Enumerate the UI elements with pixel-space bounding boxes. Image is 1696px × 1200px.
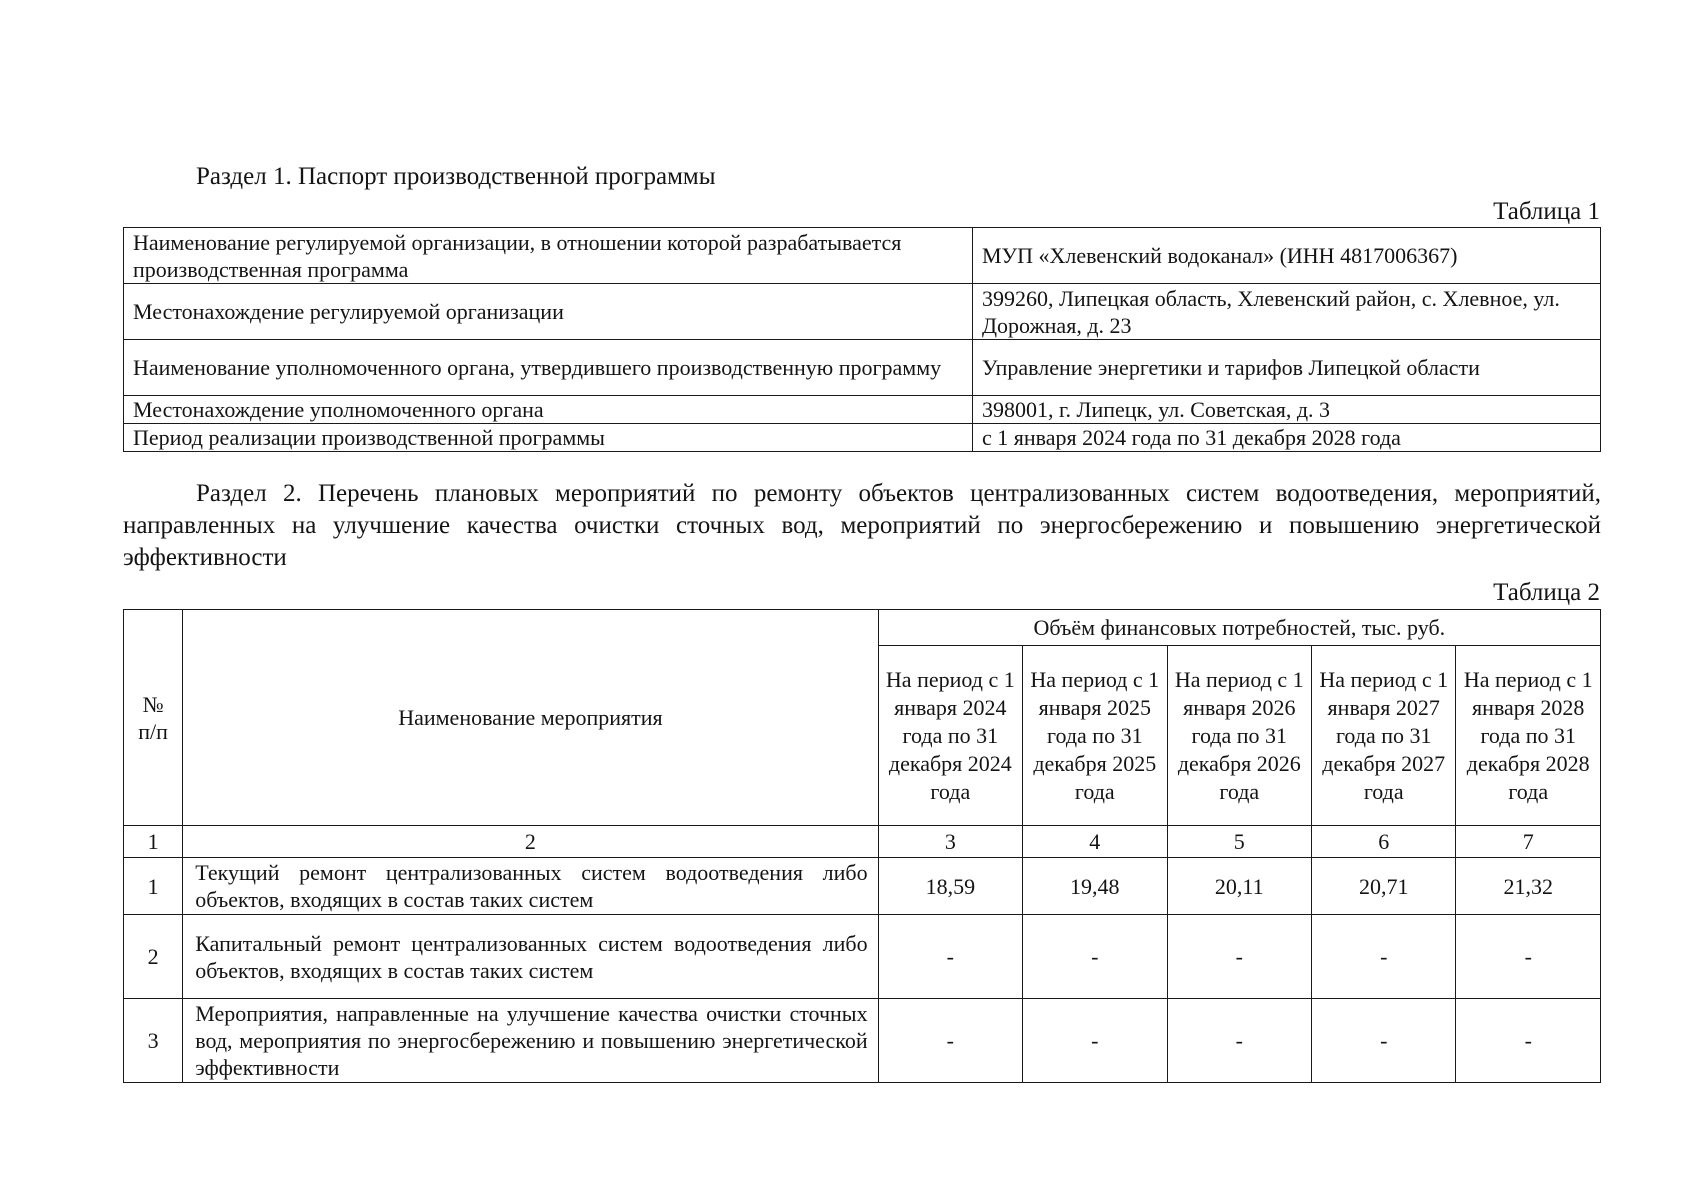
value-cell: -: [1023, 915, 1167, 999]
value-cell: -: [878, 999, 1022, 1083]
value-cell: 20,71: [1312, 858, 1456, 915]
column-number: 4: [1023, 826, 1167, 858]
column-number: 6: [1312, 826, 1456, 858]
header-period: На период с 1 января 2026 года по 31 декабря 2026 года: [1167, 646, 1311, 826]
value-cell: -: [1456, 915, 1601, 999]
table-row: [124, 999, 1601, 1083]
table-row: [124, 284, 1601, 340]
section2-title: Раздел 2. Перечень плановых мероприятий по ремонту объектов централизованных систем водоотведения, мероприятий, направленных на улучшение качества очистки сточных вод, мероприятий по энергосбережению и повышению энергетической эффективности: [123, 480, 1601, 571]
row-num: 1: [124, 858, 183, 915]
value-cell: -: [1312, 999, 1456, 1083]
measure-name: Мероприятия, направленные на улучшение качества очистки сточных вод, мероприятия по энергосбережению и повышению энергетической эффективности: [183, 999, 878, 1083]
measure-name: Капитальный ремонт централизованных систем водоотведения либо объектов, входящих в состав таких систем: [183, 915, 878, 999]
row-num: 2: [124, 915, 183, 999]
value-cell: -: [1312, 915, 1456, 999]
header-period: На период с 1 января 2025 года по 31 декабря 2025 года: [1023, 646, 1167, 826]
column-number: 7: [1456, 826, 1601, 858]
row-num: 3: [124, 999, 183, 1083]
table-row: [124, 858, 1601, 915]
measure-name: Текущий ремонт централизованных систем водоотведения либо объектов, входящих в состав таких систем: [183, 858, 878, 915]
value-cell: -: [878, 915, 1022, 999]
header-period: На период с 1 января 2027 года по 31 декабря 2027 года: [1312, 646, 1456, 826]
column-number: 3: [878, 826, 1022, 858]
value-cell: -: [1456, 999, 1601, 1083]
passport-label: Наименование регулируемой организации, в отношении которой разрабатывается производственная программа: [124, 228, 973, 284]
passport-label: Наименование уполномоченного органа, утвердившего производственную программу: [124, 340, 973, 396]
header-num: № п/п: [124, 610, 183, 826]
passport-value: Управление энергетики и тарифов Липецкой области: [973, 340, 1601, 396]
passport-label: Период реализации производственной программы: [124, 424, 973, 452]
passport-value: МУП «Хлевенский водоканал» (ИНН 4817006367): [973, 228, 1601, 284]
header-period: На период с 1 января 2024 года по 31 декабря 2024 года: [878, 646, 1022, 826]
table-row: [124, 915, 1601, 999]
value-cell: -: [1023, 999, 1167, 1083]
header-name: Наименование мероприятия: [183, 610, 878, 826]
value-cell: 19,48: [1023, 858, 1167, 915]
table1-caption: Таблица 1: [1493, 198, 1600, 225]
table-header-row: [124, 610, 1601, 646]
column-number: 1: [124, 826, 183, 858]
table-row: [124, 396, 1601, 424]
column-number: 2: [183, 826, 878, 858]
value-cell: 18,59: [878, 858, 1022, 915]
header-finance: Объём финансовых потребностей, тыс. руб.: [878, 610, 1600, 646]
column-number-row: [124, 826, 1601, 858]
value-cell: -: [1167, 915, 1311, 999]
passport-value: с 1 января 2024 года по 31 декабря 2028 года: [973, 424, 1601, 452]
value-cell: 21,32: [1456, 858, 1601, 915]
section1-title: Раздел 1. Паспорт производственной программы: [196, 163, 716, 190]
passport-label: Местонахождение регулируемой организации: [124, 284, 973, 340]
passport-value: 399260, Липецкая область, Хлевенский район, с. Хлевное, ул. Дорожная, д. 23: [973, 284, 1601, 340]
table-row: [124, 340, 1601, 396]
value-cell: 20,11: [1167, 858, 1311, 915]
passport-table: [123, 227, 1601, 452]
table2-caption: Таблица 2: [1493, 579, 1600, 606]
table-row: [124, 424, 1601, 452]
header-period: На период с 1 января 2028 года по 31 декабря 2028 года: [1456, 646, 1601, 826]
table-row: [124, 228, 1601, 284]
value-cell: -: [1167, 999, 1311, 1083]
passport-label: Местонахождение уполномоченного органа: [124, 396, 973, 424]
measures-table: [123, 609, 1601, 1083]
column-number: 5: [1167, 826, 1311, 858]
passport-value: 398001, г. Липецк, ул. Советская, д. 3: [973, 396, 1601, 424]
